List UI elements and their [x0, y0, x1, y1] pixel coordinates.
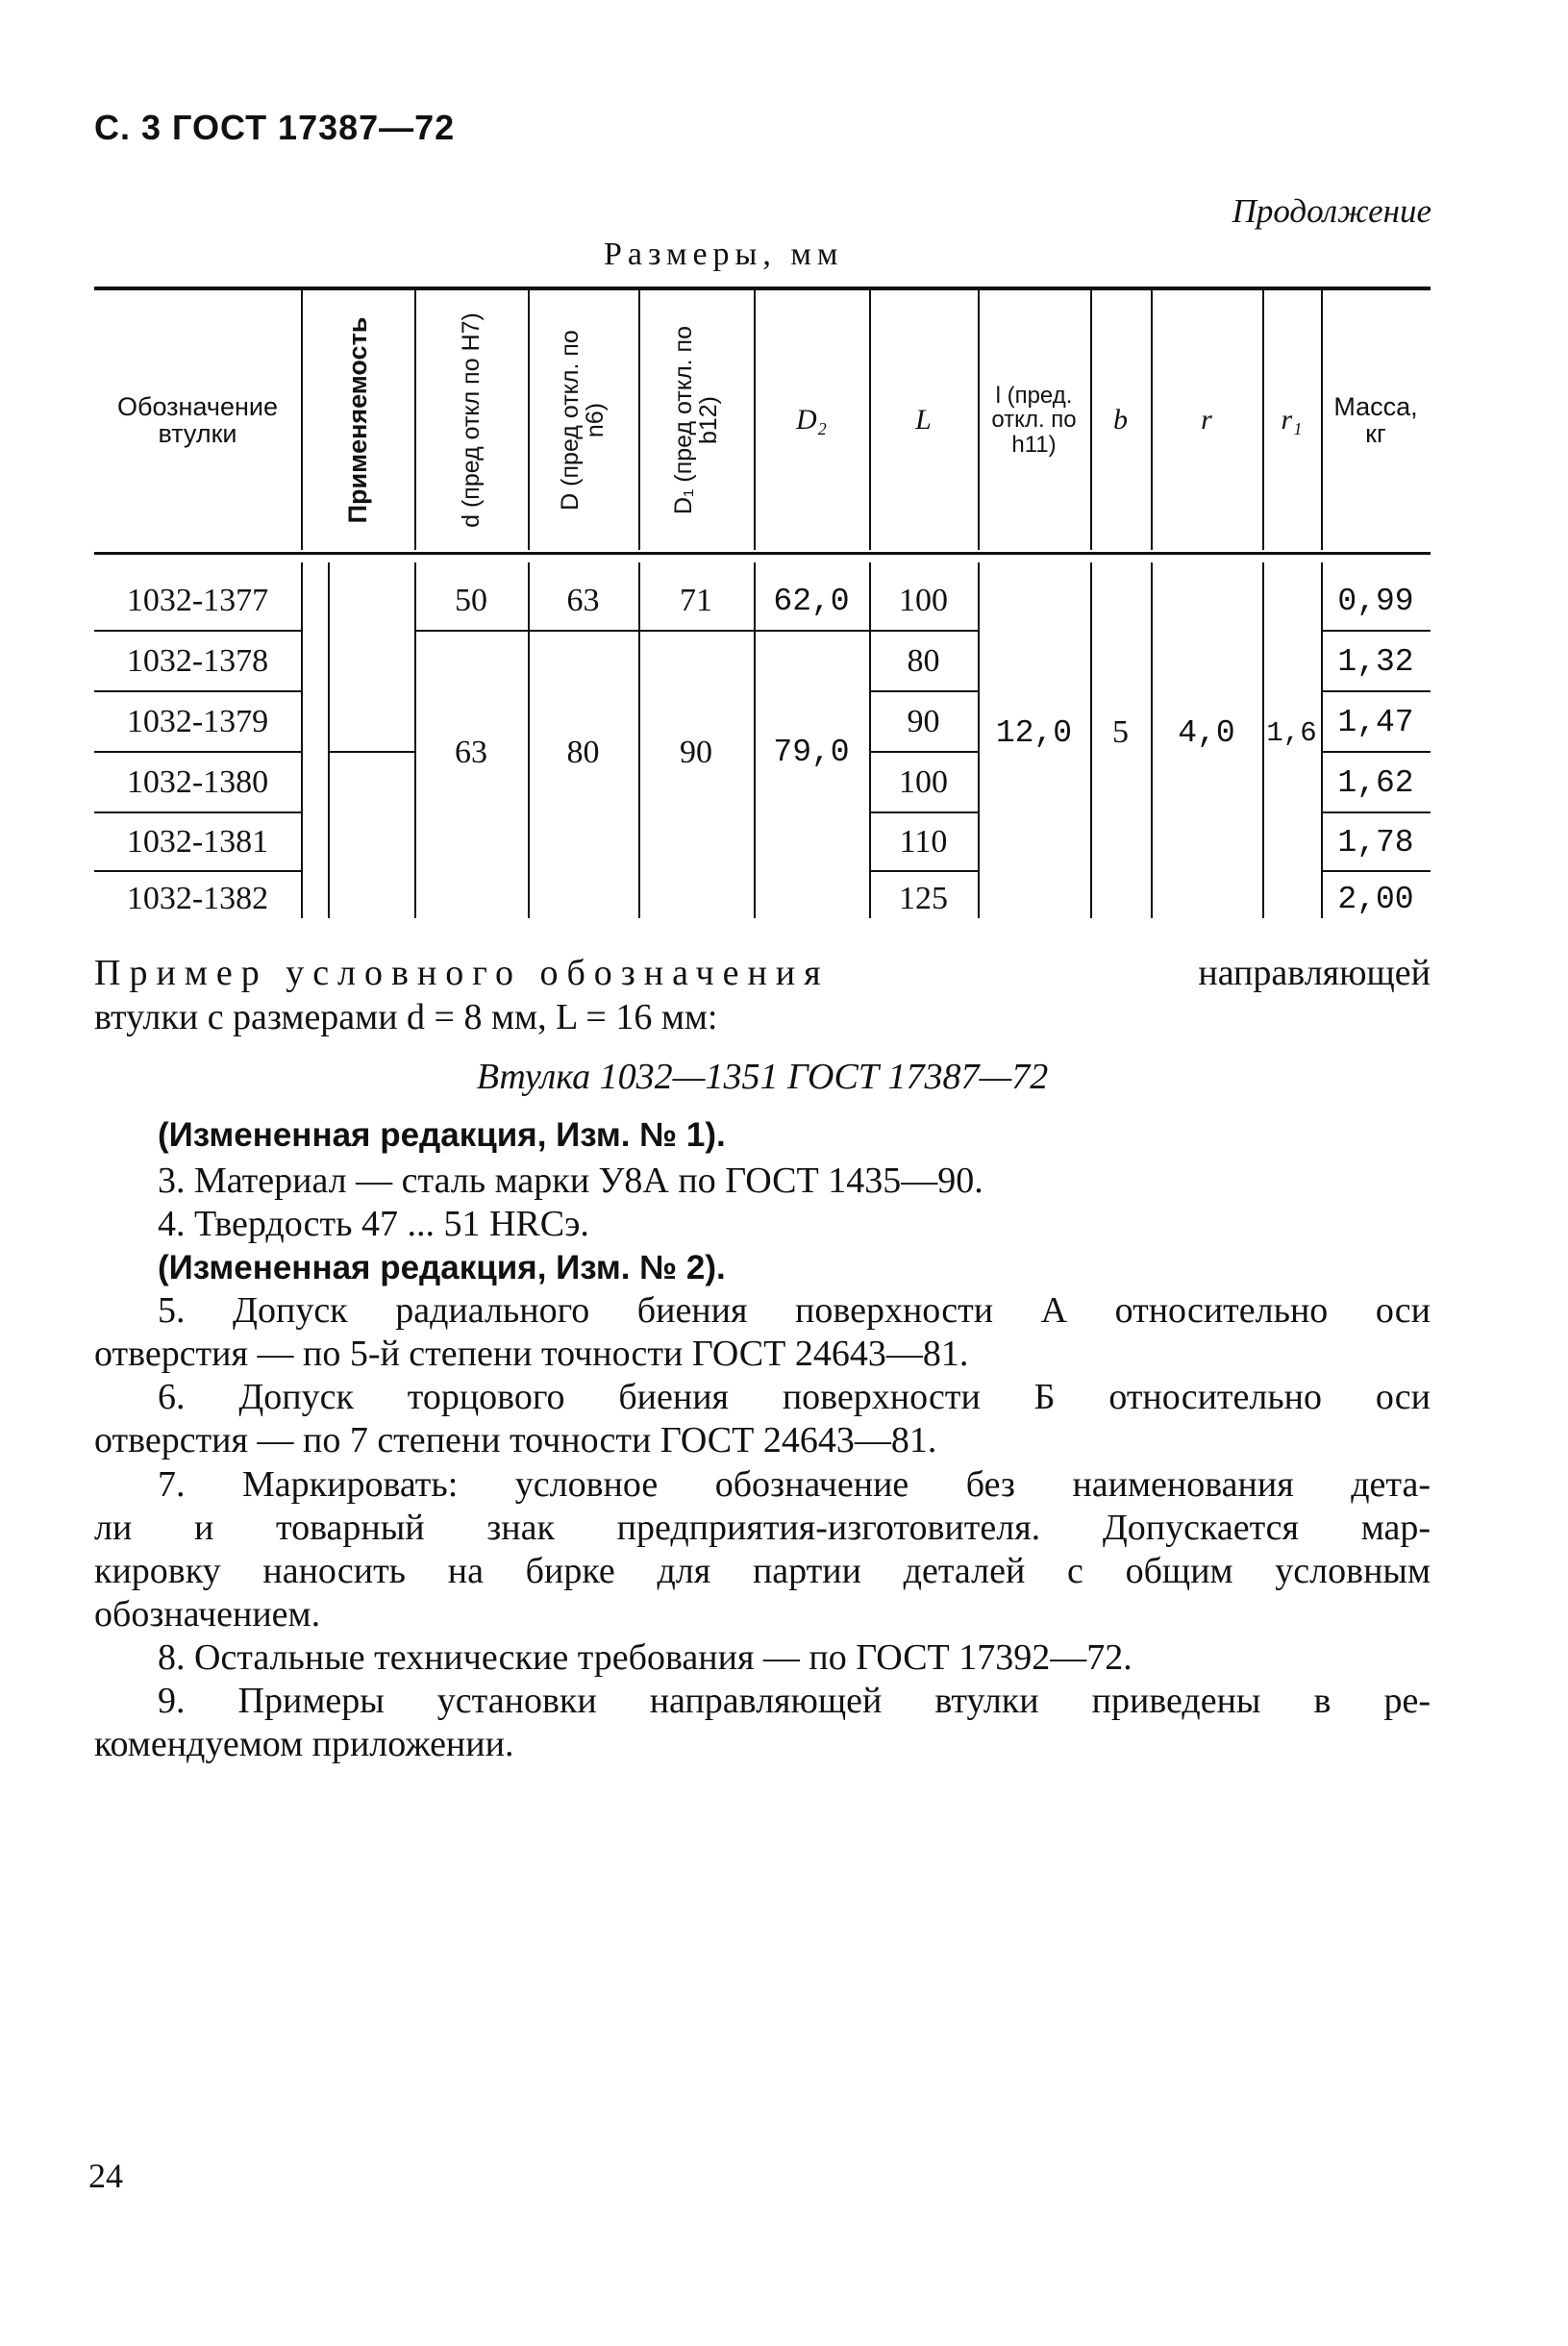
- table-row-designation: 1032-1379: [126, 704, 269, 739]
- header-mass: Масса, кг: [1333, 391, 1418, 448]
- table-row-L: 80: [907, 643, 940, 679]
- table-row-mass: 1,62: [1337, 764, 1414, 801]
- item-8: 8. Остальные технические требования — по ГОСТ 17392—72.: [158, 1637, 1132, 1678]
- example-line-2: втулки с размерами d = 8 мм, L = 16 мм:: [94, 997, 718, 1037]
- item-7-line-3: кировку наносить на бирке для партии деталей с общим условным: [94, 1551, 1431, 1591]
- item-4: 4. Твердость 47 ... 51 HRCэ.: [158, 1204, 589, 1244]
- table-header-rule: [94, 552, 1431, 555]
- cell-l-common: 12,0: [995, 714, 1073, 751]
- continuation-label: Продолжение: [1232, 192, 1431, 230]
- header-applicability: Применяемость: [342, 316, 372, 524]
- cell-D2-first: 62,0: [773, 583, 850, 619]
- header-L: L: [915, 404, 932, 437]
- item-3: 3. Материал — сталь марки У8А по ГОСТ 1435—90.: [158, 1161, 983, 1201]
- table-row-designation: 1032-1381: [126, 824, 269, 860]
- table-row-mass: 1,32: [1337, 643, 1414, 680]
- item-5-line-2: отверстия — по 5-й степени точности ГОСТ 24643—81.: [94, 1334, 969, 1374]
- item-7-line-1: 7. Маркировать: условное обозначение без наименования дета-: [158, 1464, 1431, 1505]
- header-l: l (пред. откл. по h11): [991, 383, 1077, 458]
- table-row-L: 90: [907, 704, 940, 739]
- cell-D-first: 63: [566, 583, 600, 618]
- edit-note-2: (Измененная редакция, Изм. № 2).: [158, 1249, 726, 1286]
- example-line-1-end: направляющей: [1198, 953, 1431, 993]
- header-designation: Обозначение втулки: [117, 391, 278, 448]
- edit-note-1: (Измененная редакция, Изм. № 1).: [158, 1116, 726, 1154]
- table-row-mass: 1,78: [1337, 824, 1414, 861]
- item-5-line-1: 5. Допуск радиального биения поверхности А относительно оси: [158, 1290, 1431, 1331]
- table-row-designation: 1032-1380: [126, 764, 269, 800]
- cell-d-group: 63: [455, 734, 487, 770]
- header-D2: D₂: [795, 404, 828, 437]
- cell-D-group: 80: [566, 734, 600, 770]
- item-6-line-1: 6. Допуск торцового биения поверхности Б относительно оси: [158, 1377, 1431, 1417]
- cell-r1-common: 1,6: [1266, 716, 1317, 749]
- table-row-L: 100: [899, 583, 948, 618]
- header-D1: D₁ (пред откл. по b12): [669, 325, 722, 515]
- example-line-1: [94, 952, 1431, 996]
- table-row-L: 125: [899, 881, 948, 916]
- header-code: С. 3 ГОСТ 17387—72: [94, 108, 456, 147]
- cell-D2-group: 79,0: [773, 735, 850, 770]
- example-designation: Втулка 1032—1351 ГОСТ 17387—72: [476, 1057, 1049, 1097]
- header-b: b: [1113, 404, 1128, 437]
- cell-D1-group: 90: [680, 734, 712, 770]
- table-row-mass: 0,99: [1337, 583, 1414, 619]
- example-line-1-start: Пример условного обозначения: [94, 953, 830, 993]
- cell-b-common: 5: [1112, 714, 1129, 750]
- header-r1: r₁: [1281, 404, 1303, 437]
- header-D: D (пред откл. по n6): [556, 330, 609, 511]
- cell-d-first: 50: [455, 583, 487, 618]
- item-6-line-2: отверстия — по 7 степени точности ГОСТ 24643—81.: [94, 1420, 937, 1460]
- table-row-L: 100: [899, 764, 948, 800]
- table-row-designation: 1032-1382: [126, 881, 269, 916]
- table-row-designation: 1032-1378: [126, 643, 269, 679]
- page-number: 24: [88, 2157, 123, 2195]
- dimensions-caption: Размеры, мм: [604, 237, 844, 272]
- cell-r-common: 4,0: [1178, 714, 1235, 751]
- header-r: r: [1201, 404, 1212, 437]
- item-7-line-4: обозначением.: [94, 1594, 321, 1635]
- item-7-line-2: ли и товарный знак предприятия-изготовителя. Допускается мар-: [94, 1508, 1431, 1548]
- header-d: d (пред откл по H7): [457, 312, 485, 528]
- table-row-designation: 1032-1377: [126, 583, 269, 618]
- table-row-mass: 1,47: [1337, 704, 1414, 740]
- item-9-line-2: комендуемом приложении.: [94, 1724, 514, 1764]
- item-9-line-1: 9. Примеры установки направляющей втулки приведены в ре-: [158, 1681, 1431, 1721]
- table-row-mass: 2,00: [1337, 881, 1414, 917]
- table-row-L: 110: [899, 824, 948, 860]
- cell-D1-first: 71: [680, 583, 712, 618]
